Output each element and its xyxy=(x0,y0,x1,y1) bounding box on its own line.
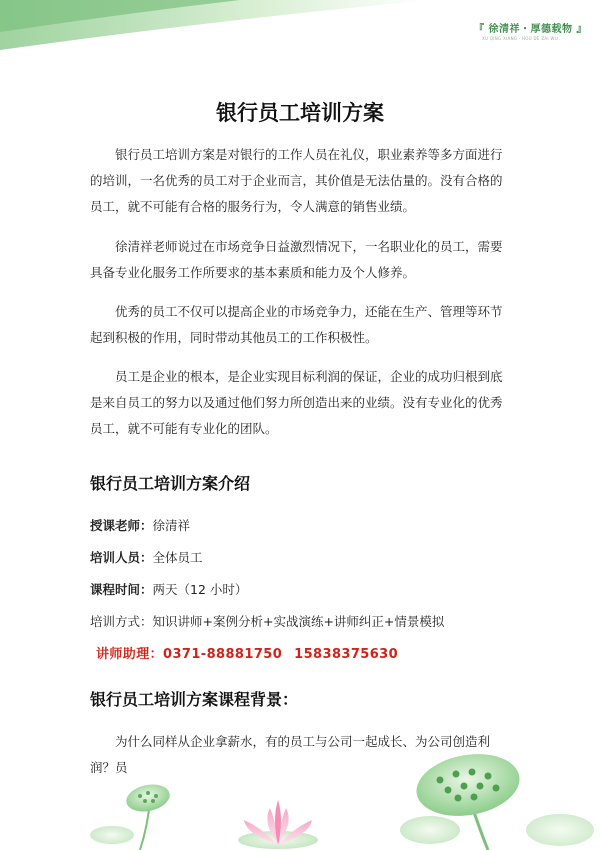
brand-logo-text: 『 徐清祥・厚德载物 』 xyxy=(474,24,587,35)
lotus-decoration-illustration xyxy=(0,730,600,850)
info-value: 知识讲师+案例分析+实战演练+讲师纠正+情景模拟 xyxy=(152,614,445,629)
info-label: 授课老师： xyxy=(90,518,153,533)
info-label: 培训人员： xyxy=(90,550,153,565)
section-heading-background: 银行员工培训方案课程背景： xyxy=(90,690,299,709)
info-value: 全体员工 xyxy=(152,550,203,565)
assistant-contact xyxy=(96,643,398,662)
contact-phone-1: 0371-88881750 xyxy=(163,647,283,662)
intro-paragraph-2: 徐清祥老师说过在市场竞争日益激烈情况下，一名职业化的员工，需要具备专业化服务工作所要求的基本素质和能力及个人修养。 xyxy=(90,239,503,280)
info-value: 两天（12 小时） xyxy=(152,582,248,597)
info-value: 徐清祥 xyxy=(152,518,191,533)
page-title: 银行员工培训方案 xyxy=(216,101,384,125)
section-heading-intro: 银行员工培训方案介绍 xyxy=(90,474,251,493)
info-label: 培训方式： xyxy=(90,614,153,629)
intro-paragraph-3: 优秀的员工不仅可以提高企业的市场竞争力，还能在生产、管理等环节起到积极的作用，同时带动其他员工的工作积极性。 xyxy=(90,304,503,345)
brand-subtitle: XU QING XIANG · HOU DE ZAI WU xyxy=(482,36,558,41)
background-paragraph: 为什么同样从企业拿薪水，有的员工与公司一起成长、为公司创造利润？员 xyxy=(90,734,491,775)
contact-label: 讲师助理： xyxy=(96,647,164,662)
info-label: 课程时间： xyxy=(90,582,153,597)
intro-paragraph-4: 员工是企业的根本，是企业实现目标利润的保证，企业的成功归根到底是来自员工的努力以及通过他们努力所创造出来的业绩。没有专业化的优秀员工，就不可能有专业化的团队。 xyxy=(90,369,503,436)
intro-paragraph-1: 银行员工培训方案是对银行的工作人员在礼仪，职业素养等多方面进行的培训，一名优秀的员工对于企业而言，其价值是无法估量的。没有合格的员工，就不可能有合格的服务行为，令人满意的销售业绩。 xyxy=(90,147,503,214)
info-row-duration xyxy=(90,580,247,598)
info-row-method xyxy=(90,612,444,630)
info-row-teacher xyxy=(90,516,190,534)
contact-phone-2: 15838375630 xyxy=(294,647,399,662)
info-row-trainees xyxy=(90,548,203,566)
